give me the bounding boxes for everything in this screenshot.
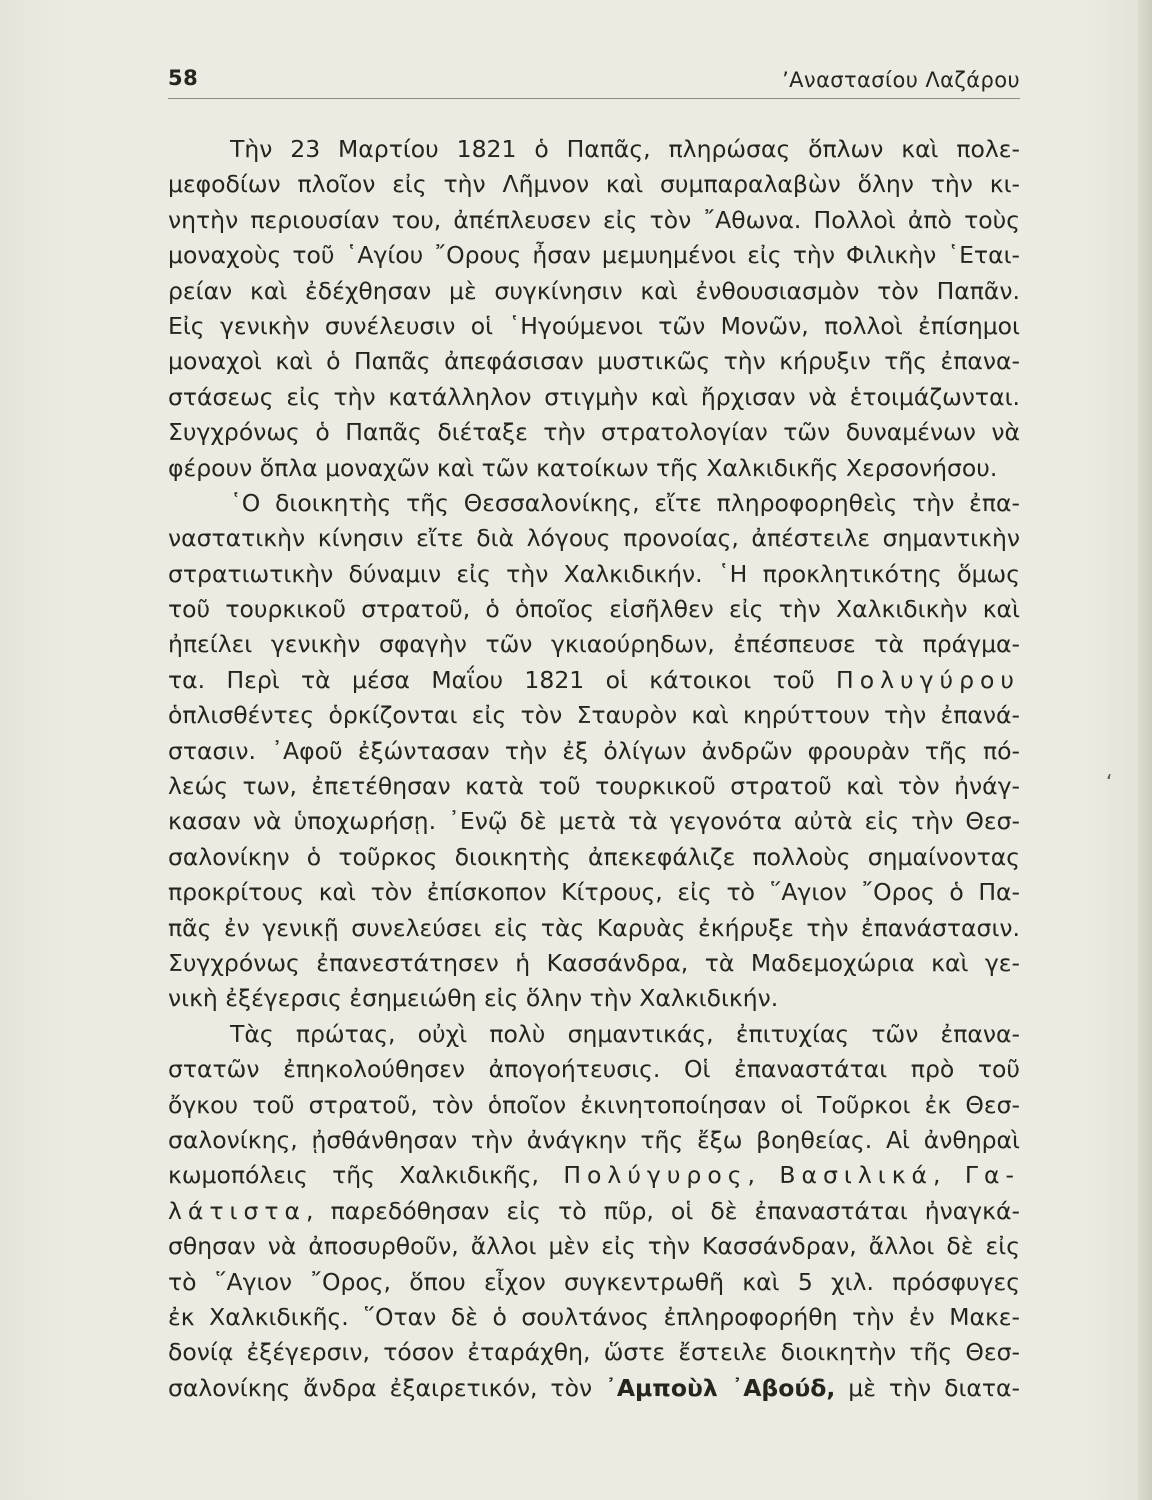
text-run: τὸ ῞Αγιον ῎Ορος, ὅπου εἶχον συγκεντρωθῆ καὶ 5 χιλ. πρόσφυγες: [168, 1267, 1020, 1296]
text-run: Εἰς γενικὴν συνέλευσιν οἱ ῾Ηγούμενοι τῶν Μονῶν, πολλοὶ ἐπίσημοι: [168, 311, 1020, 340]
page-edge: [1138, 0, 1152, 1500]
text-line: [168, 840, 1020, 875]
text-run: πᾶς ἐν γενικῇ συνελεύσει εἰς τὰς Καρυὰς ἐκήρυξε τὴν ἐπανάστασιν.: [168, 913, 1020, 942]
text-run: ὁπλισθέντες ὁρκίζονται εἰς τὸν Σταυρὸν καὶ κηρύττουν τὴν ἐπανά-: [168, 701, 1020, 730]
text-line: [168, 592, 1020, 627]
text-run: δονίᾳ ἐξέγερσιν, τόσον ἐταράχθη, ὥστε ἔστειλε διοικητὴν τῆς Θεσ-: [168, 1338, 1020, 1367]
text-run: ,: [933, 1161, 965, 1190]
text-run: μοναχοὶ καὶ ὁ Παπᾶς ἀπεφάσισαν μυστικῶς τὴν κήρυξιν τῆς ἐπανα-: [168, 347, 1020, 376]
text-run: σθησαν νὰ ἀποσυρθοῦν, ἄλλοι μὲν εἰς τὴν Κασσάνδραν, ἄλλοι δὲ εἰς: [168, 1232, 1020, 1261]
text-line: [168, 521, 1020, 556]
text-line: [168, 804, 1020, 839]
spaced-word: Βασιλικά: [779, 1161, 934, 1190]
text-line: [168, 1088, 1020, 1123]
text-run: σαλονίκην ὁ τοῦρκος διοικητὴς ἀπεκεφάλιζε πολλοὺς σημαίνοντας: [168, 842, 1020, 871]
text-run: κασαν νὰ ὑποχωρήσῃ. ᾿Ενῷ δὲ μετὰ τὰ γεγονότα αὐτὰ εἰς τὴν Θεσ-: [168, 807, 1020, 836]
text-run: ἐκ Χαλκιδικῆς. ῞Οταν δὲ ὁ σουλτάνος ἐπληροφορήθη τὴν ἐν Μακε-: [168, 1302, 1020, 1331]
text-run: νικὴ ἐξέγερσις ἐσημειώθη εἰς ὅλην τὴν Χαλκιδικήν.: [168, 984, 779, 1013]
text-run: κωμοπόλεις τῆς Χαλκιδικῆς,: [168, 1161, 564, 1190]
text-line: [168, 132, 1020, 167]
text-run: στρατιωτικὴν δύναμιν εἰς τὴν Χαλκιδικήν. ῾Η προκλητικότης ὅμως: [168, 559, 1020, 588]
text-line: [168, 769, 1020, 804]
spaced-word: Πολυγύρου: [836, 665, 1020, 694]
text-line: [168, 663, 1020, 698]
text-run: μεφοδίων πλοῖον εἰς τὴν Λῆμνον καὶ συμπαραλαβὼν ὅλην τὴν κι-: [168, 170, 1020, 199]
text-line: [168, 344, 1020, 379]
text-line: [168, 309, 1020, 344]
text-line: [168, 1265, 1020, 1300]
text-line: [168, 1052, 1020, 1087]
spaced-word: Γα-: [964, 1161, 1020, 1190]
text-line: [168, 698, 1020, 733]
text-line: [168, 734, 1020, 769]
text-run: μὲ τὴν διατα-: [835, 1373, 1021, 1402]
text-run: ῾Ο διοικητὴς τῆς Θεσσαλονίκης, εἴτε πληροφορηθεὶς τὴν ἐπα-: [230, 488, 1020, 517]
text-line: [168, 911, 1020, 946]
text-run: προκρίτους καὶ τὸν ἐπίσκοπον Κίτρους, εἰς τὸ ῞Αγιον ῎Ορος ὁ Πα-: [168, 878, 1020, 907]
text-run: ναστατικὴν κίνησιν εἴτε διὰ λόγους προνοίας, ἀπέστειλε σημαντικὴν: [168, 524, 1020, 553]
text-run: σαλονίκης, ᾐσθάνθησαν τὴν ἀνάγκην τῆς ἔξω βοηθείας. Αἱ ἀνθηραὶ: [168, 1125, 1020, 1154]
text-run: ,: [747, 1161, 780, 1190]
text-line: [168, 557, 1020, 592]
text-line: [168, 238, 1020, 273]
text-line: [168, 1371, 1020, 1406]
text-line: [168, 946, 1020, 981]
text-line: [168, 380, 1020, 415]
text-run: νητὴν περιουσίαν του, ἀπέπλευσεν εἰς τὸν ῎Αθωνα. Πολλοὶ ἀπὸ τοὺς: [168, 205, 1020, 234]
text-run: στασιν. ᾿Αφοῦ ἐξώντασαν τὴν ἐξ ὀλίγων ἀνδρῶν φρουρὰν τῆς πό-: [168, 736, 1020, 765]
text-line: [168, 1017, 1020, 1052]
spaced-word: Πολύγυρος: [563, 1161, 748, 1190]
text-run: στατῶν ἐπηκολούθησεν ἀπογοήτευσις. Οἱ ἐπαναστάται πρὸ τοῦ: [168, 1055, 1020, 1084]
bold-name: ᾿Αμποὺλ ᾿Αβούδ,: [605, 1373, 836, 1402]
spaced-word: λάτιστα: [168, 1196, 307, 1225]
text-run: λεώς των, ἐπετέθησαν κατὰ τοῦ τουρκικοῦ στρατοῦ καὶ τὸν ἠνάγ-: [168, 772, 1020, 801]
text-line: [168, 274, 1020, 309]
text-run: σαλονίκης ἄνδρα ἐξαιρετικόν, τὸν: [168, 1373, 606, 1402]
body-text: [168, 132, 1020, 1406]
page-header: [168, 66, 1020, 99]
text-run: , παρεδόθησαν εἰς τὸ πῦρ, οἱ δὲ ἐπαναστάται ἠναγκά-: [306, 1196, 1020, 1225]
text-line: [168, 486, 1020, 521]
text-line: [168, 1335, 1020, 1370]
text-run: στάσεως εἰς τὴν κατάλληλον στιγμὴν καὶ ἤρχισαν νὰ ἑτοιμάζωνται.: [168, 382, 1020, 411]
text-line: [168, 451, 1020, 486]
running-title: ’Αναστασίου Λαζάρου: [782, 68, 1020, 92]
text-run: Τὴν 23 Μαρτίου 1821 ὁ Παπᾶς, πληρώσας ὅπλων καὶ πολε-: [230, 135, 1020, 163]
text-line: [168, 1194, 1020, 1229]
text-run: φέρουν ὅπλα μοναχῶν καὶ τῶν κατοίκων τῆς Χαλκιδικῆς Χερσονήσου.: [168, 453, 998, 482]
text-run: τα. Περὶ τὰ μέσα Μαΐου 1821 οἱ κάτοικοι τοῦ: [168, 665, 837, 694]
text-line: [168, 415, 1020, 450]
text-run: Τὰς πρώτας, οὐχὶ πολὺ σημαντικάς, ἐπιτυχίας τῶν ἐπανα-: [230, 1019, 1020, 1048]
text-run: μοναχοὺς τοῦ ῾Αγίου ῎Ορους ἦσαν μεμυημένοι εἰς τὴν Φιλικὴν ῾Εται-: [168, 241, 1020, 270]
text-run: ἠπείλει γενικὴν σφαγὴν τῶν γκιαούρηδων, ἐπέσπευσε τὰ πράγμα-: [168, 630, 1020, 659]
text-run: τοῦ τουρκικοῦ στρατοῦ, ὁ ὁποῖος εἰσῆλθεν εἰς τὴν Χαλκιδικὴν καὶ: [168, 595, 1020, 624]
text-line: [168, 203, 1020, 238]
text-run: ὄγκου τοῦ στρατοῦ, τὸν ὁποῖον ἐκινητοποίησαν οἱ Τοῦρκοι ἐκ Θεσ-: [168, 1090, 1020, 1119]
text-line: [168, 167, 1020, 202]
text-line: [168, 1123, 1020, 1158]
text-run: Συγχρόνως ὁ Παπᾶς διέταξε τὴν στρατολογίαν τῶν δυναμένων νὰ: [168, 418, 1020, 447]
text-line: [168, 1229, 1020, 1264]
text-line: [168, 875, 1020, 910]
text-run: ρείαν καὶ ἐδέχθησαν μὲ συγκίνησιν καὶ ἐνθουσιασμὸν τὸν Παπᾶν.: [168, 276, 1020, 305]
text-line: [168, 1158, 1020, 1193]
text-line: [168, 1300, 1020, 1335]
text-line: [168, 981, 1020, 1016]
margin-mark: ‘: [1106, 770, 1113, 794]
page-number: 58: [168, 66, 199, 90]
text-run: Συγχρόνως ἐπανεστάτησεν ἡ Κασσάνδρα, τὰ Μαδεμοχώρια καὶ γε-: [168, 948, 1020, 977]
text-line: [168, 627, 1020, 662]
